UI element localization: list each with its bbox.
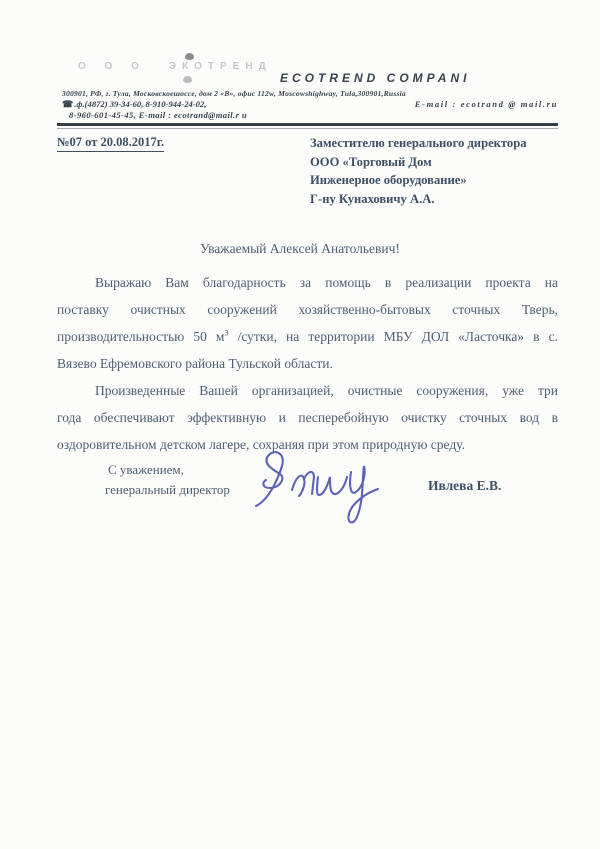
- logo-name-label: ЭКОТРЕНД: [168, 61, 272, 72]
- body-line: Вязево Ефремовского района Тульской области.: [57, 356, 333, 371]
- signature-image: [250, 444, 398, 536]
- salutation: Уважаемый Алексей Анатольевич!: [200, 241, 400, 256]
- contacts-row-2: 8-960-601-45-45, E-mail : ecotrand@mail.r u: [69, 110, 248, 120]
- closing-line: генеральный директор: [105, 481, 230, 497]
- recipient-line: Г-ну Кунаховичу А.А.: [310, 191, 435, 206]
- recipient-line: ООО «Торговый Дом: [310, 154, 432, 169]
- body-line: года обеспечивают эффективную и песперебойную очистку сточных вод в: [57, 410, 558, 425]
- body-line: [57, 323, 558, 350]
- recipient-line: Заместителю генерального директора: [310, 136, 527, 150]
- letterhead-divider-thin: [57, 128, 558, 129]
- superscript-3: 3: [224, 328, 229, 338]
- phone-numbers-text: .ф.(4872) 39-34-60, 8-910-944-24-02,: [74, 99, 207, 109]
- closing-line: С уважением,: [108, 462, 184, 477]
- company-logo: [78, 61, 272, 72]
- contacts-row-1: [62, 99, 558, 110]
- logo-diamond-bottom-icon: [183, 76, 192, 83]
- letter-body: [57, 269, 558, 458]
- phone-icon: ☎: [62, 99, 74, 109]
- body-line-part: /сутки, на территории МБУ ДОЛ «Ласточка» в с.: [228, 329, 559, 344]
- phone-numbers: [62, 99, 206, 110]
- email-address-top: E-mail : ecotrand @ mail.ru: [414, 99, 558, 109]
- closing-block: [105, 460, 230, 499]
- logo-ooo-label: О О О: [78, 61, 147, 72]
- letterhead-divider-thick: [57, 123, 558, 126]
- body-line: поставку очистных сооружений хозяйственно-бытовых сточных Тверь,: [57, 302, 558, 317]
- body-line-part: производительностью 50 м: [57, 329, 225, 344]
- reference-number: №07 от 20.08.2017г.: [57, 135, 164, 152]
- recipient-block: [310, 134, 565, 208]
- recipient-line: Инженерное оборудование»: [310, 173, 467, 187]
- company-name-english: ECOTREND COMPANI: [280, 71, 471, 85]
- body-line: Произведенные Вашей организацией, очистные сооружения, уже три: [95, 383, 558, 398]
- body-line: оздоровительном детском лагере, сохраняя при этом природную среду.: [57, 437, 465, 452]
- company-address: 300901, РФ, г. Тула, Московскоешоссе, дом 2 «В», офис 112w, Moscowshighway, Tula,300901,Russia: [62, 89, 406, 98]
- logo-diamond-top-icon: [185, 53, 194, 60]
- body-line: Выражаю Вам благодарность за помощь в реализации проекта на: [95, 275, 558, 290]
- signer-name: Ивлева Е.В.: [428, 478, 502, 493]
